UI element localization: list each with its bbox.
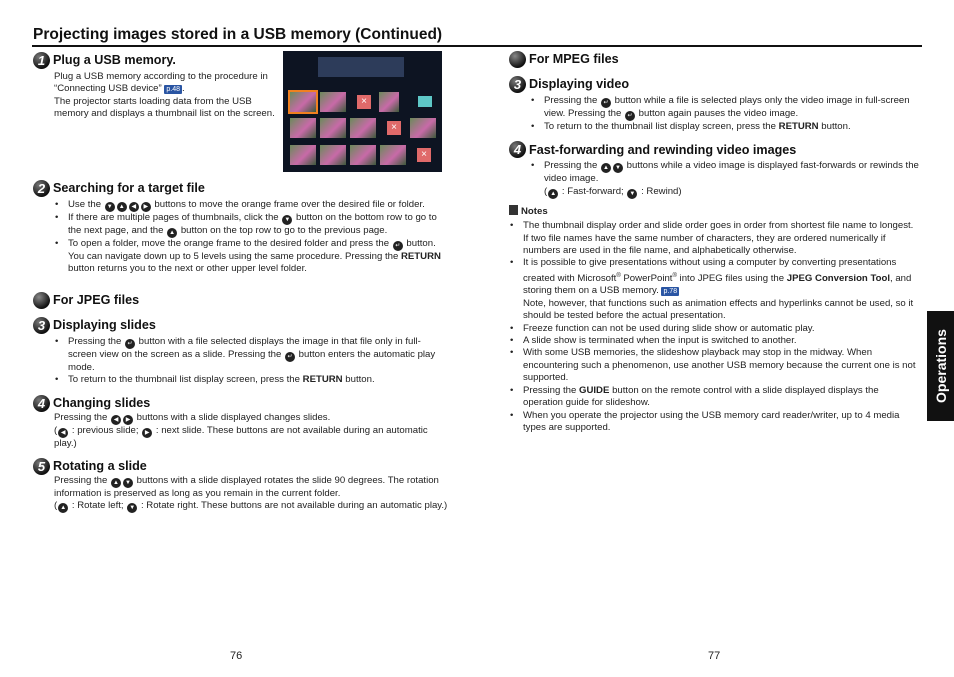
right-button-icon: ▶ — [142, 428, 152, 438]
step-1-body — [33, 71, 278, 121]
right-button-icon: ▶ — [141, 202, 151, 212]
up-button-icon: ▲ — [58, 503, 68, 513]
down-button-icon: ▼ — [627, 189, 637, 199]
page-number-left: 76 — [230, 650, 243, 662]
left-button-icon: ◀ — [111, 415, 121, 425]
down-button-icon: ▼ — [613, 163, 623, 173]
step-3-list — [33, 336, 448, 387]
step-4-heading: 4 Changing slides — [33, 395, 448, 412]
notes-heading: Notes — [509, 205, 921, 218]
title-rule — [32, 45, 922, 47]
enter-button-icon: ↵ — [125, 339, 135, 349]
thumbnail — [350, 145, 376, 165]
up-button-icon: ▲ — [111, 478, 121, 488]
list-item: • Use the ▼ ▲ ◀ ▶ buttons to move the orange frame over the desired file or folder. — [68, 199, 448, 212]
down-button-icon: ▼ — [123, 478, 133, 488]
step-1-heading: 1 Plug a USB memory. — [33, 52, 278, 69]
step-2-number: 2 — [33, 180, 50, 197]
list-item: • It is possible to give presentations without using a computer by converting presentations created with Microsoft® PowerPoint® into JPEG files using the JPEG Conversion Tool, and storing them on a USB memory. p.78 Note, however, that functions such as animation effects and hyperlinks cannot be used, so it should be tested before the actual presentation. — [523, 257, 921, 322]
list-item: • With some USB memories, the slideshow playback may stop in the midway. When encountering such a phenomenon, use another USB memory because the current one is not supported. — [523, 347, 921, 384]
list-item: • Freeze function can not be used during slide show or automatic play. — [523, 323, 921, 335]
step-1-number: 1 — [33, 52, 50, 69]
sphere-icon — [33, 292, 50, 309]
up-button-icon: ▲ — [117, 202, 127, 212]
list-item: • To return to the thumbnail list display screen, press the RETURN button. — [68, 374, 448, 386]
video-step-3-heading: 3 Displaying video — [509, 76, 921, 93]
thumbnail — [410, 118, 436, 138]
right-column — [509, 51, 921, 434]
list-item: • Pressing the ↵ button with a file selected displays the image in that file only in full-screen view on the screen as a slide. Pressing the ↵ button enters the automatic play mode. — [68, 336, 448, 374]
screenshot-header — [318, 57, 404, 77]
enter-button-icon: ↵ — [625, 111, 635, 121]
notes-icon — [509, 205, 518, 215]
enter-button-icon: ↵ — [393, 241, 403, 251]
video-step-4-heading: 4 Fast-forwarding and rewinding video images — [509, 141, 921, 158]
broken-file-icon: × — [387, 121, 401, 135]
page-ref-link[interactable]: p.48 — [166, 86, 181, 94]
left-column-top — [33, 52, 278, 121]
step-1-text-2: The projector starts loading data from the USB memory and displays a thumbnail list on the screen. — [54, 95, 275, 120]
up-button-icon: ▲ — [548, 189, 558, 199]
step-2-heading: 2 Searching for a target file — [33, 180, 448, 197]
list-item: • Pressing the GUIDE button on the remote control with a slide displayed displays the operation guide for slideshow. — [523, 385, 921, 410]
thumbnail — [320, 92, 346, 112]
step-4-number: 4 — [33, 395, 50, 412]
down-button-icon: ▼ — [127, 503, 137, 513]
down-button-icon: ▼ — [105, 202, 115, 212]
notes-list — [509, 220, 921, 434]
step-1-text-1: Plug a USB memory according to the procedure in “Connecting USB device” p.48 . — [54, 71, 268, 95]
video-step-4-number: 4 — [509, 141, 526, 158]
broken-file-icon: × — [357, 95, 371, 109]
list-item: • Pressing the ▲ ▼ buttons while a video image is displayed fast-forwards or rewinds the video image. ( ▲ : Fast-forward; ▼ : Rewind) — [544, 160, 921, 198]
enter-button-icon: ↵ — [285, 352, 295, 362]
step-4-body: Pressing the ◀ ▶ buttons with a slide displayed changes slides. ( ◀ : previous slide; ▶ : next slide. These buttons are not available during an automatic play.) — [54, 411, 428, 449]
up-button-icon: ▲ — [167, 228, 177, 238]
down-button-icon: ▼ — [282, 215, 292, 225]
page-ref-link[interactable]: p.78 — [663, 288, 678, 296]
broken-file-icon: × — [417, 148, 431, 162]
thumbnail — [320, 145, 346, 165]
thumbnail — [290, 118, 316, 138]
thumbnail — [380, 145, 406, 165]
thumbnail — [320, 118, 346, 138]
step-3-number: 3 — [33, 317, 50, 334]
folder-icon — [418, 96, 432, 107]
list-item: • A slide show is terminated when the input is switched to another. — [523, 335, 921, 347]
thumbnail — [350, 118, 376, 138]
step-3-heading: 3 Displaying slides — [33, 317, 448, 334]
list-item: • The thumbnail display order and slide order goes in order from shortest file name to longest. If two file names have the same number of characters, they are ordered numerically if numbers are used in the file name, and alphabetically otherwise. — [523, 220, 921, 257]
operations-side-tab: Operations — [927, 311, 954, 421]
video-step-4-list — [509, 160, 921, 198]
left-column-main — [33, 180, 448, 513]
enter-button-icon: ↵ — [601, 98, 611, 108]
left-button-icon: ◀ — [58, 428, 68, 438]
list-item: • If there are multiple pages of thumbnails, click the ▼ button on the bottom row to go to the next page, and the ▲ button on the top row to go to the previous page. — [68, 212, 448, 238]
video-step-3-list — [509, 95, 921, 133]
video-step-3-number: 3 — [509, 76, 526, 93]
list-item: • To open a folder, move the orange frame to the desired folder and press the ↵ button. You can navigate down up to 5 levels using the same procedure. Pressing the RETURN button returns you to the next or other upper level folder. — [68, 238, 448, 276]
step-5-number: 5 — [33, 458, 50, 475]
list-item: • Pressing the ↵ button while a file is selected plays only the video image in full-screen view. Pressing the ↵ button again pauses the video image. — [544, 95, 921, 121]
list-item: • To return to the thumbnail list display screen, press the RETURN button. — [544, 121, 921, 133]
list-item: • When you operate the projector using the USB memory card reader/writer, up to 4 media types are supported. — [523, 410, 921, 435]
mpeg-heading: For MPEG files — [509, 51, 921, 68]
jpeg-heading: For JPEG files — [33, 292, 448, 309]
thumbnail — [290, 145, 316, 165]
thumbnail — [379, 92, 399, 112]
step-2-list — [33, 199, 448, 276]
step-5-heading: 5 Rotating a slide — [33, 458, 448, 475]
left-button-icon: ◀ — [129, 202, 139, 212]
right-button-icon: ▶ — [123, 415, 133, 425]
thumbnail-selected — [290, 92, 316, 112]
step-5-body: Pressing the ▲ ▼ buttons with a slide displayed rotates the slide 90 degrees. The rotation information is preserved as long as you remain in the current folder. ( ▲ : Rotate left; ▼ : Rotate right. These buttons are not available during an automatic play.) — [54, 475, 448, 512]
sphere-icon — [509, 51, 526, 68]
up-button-icon: ▲ — [601, 163, 611, 173]
thumbnail-screenshot — [283, 51, 442, 172]
page-title: Projecting images stored in a USB memory (Continued) — [33, 26, 443, 43]
page-number-right: 77 — [708, 650, 721, 662]
